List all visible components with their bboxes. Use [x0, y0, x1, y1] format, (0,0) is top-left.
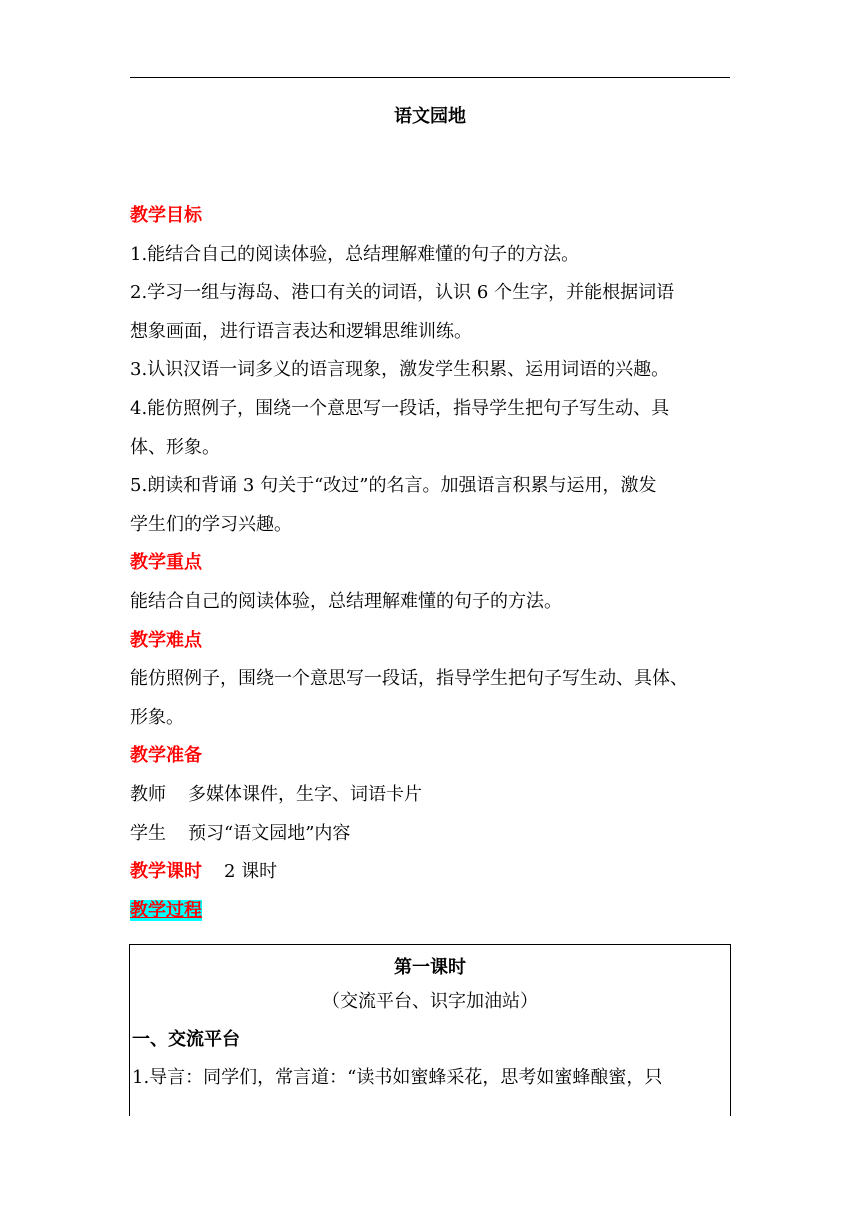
lesson-paragraph: 1.导言：同学们，常言道：“读书如蜜蜂采花，思考如蜜蜂酿蜜，只 [132, 1067, 663, 1088]
goal-line: 想象画面，进行语言表达和逻辑思维训练。 [130, 320, 472, 342]
process-row [130, 892, 730, 931]
lesson-subtitle: （交流平台、识字加油站） [322, 991, 538, 1012]
goal-line: 3.认识汉语一词多义的语言现象，激发学生积累、运用词语的兴趣。 [130, 359, 670, 381]
goal-line: 学生们的学习兴趣。 [130, 513, 292, 535]
document-title: 语文园地 [394, 106, 466, 127]
lesson-table [129, 944, 731, 1116]
student-text: 预习“语文园地”内容 [188, 822, 351, 844]
goal-line: 体、形象。 [130, 436, 220, 458]
hours-text: 2 课时 [224, 861, 278, 883]
lesson-title: 第一课时 [394, 957, 466, 978]
key-point-text: 能结合自己的阅读体验，总结理解难懂的句子的方法。 [130, 590, 562, 612]
difficulty-line: 形象。 [130, 706, 184, 728]
process-heading: 教学过程 [130, 899, 202, 921]
goal-line: 4.能仿照例子，围绕一个意思写一段话，指导学生把句子写生动、具 [130, 397, 670, 419]
lesson-section-heading: 一、交流平台 [132, 1029, 240, 1050]
preparation-student [130, 815, 730, 854]
preparation-teacher [130, 776, 730, 815]
student-label: 学生 [130, 822, 166, 844]
difficulty-heading: 教学难点 [130, 629, 202, 651]
goal-line: 5.朗读和背诵 3 句关于“改过”的名言。加强语言积累与运用，激发 [130, 475, 657, 497]
goal-line: 1.能结合自己的阅读体验，总结理解难懂的句子的方法。 [130, 243, 580, 265]
preparation-heading: 教学准备 [130, 745, 202, 767]
teacher-text: 多媒体课件，生字、词语卡片 [188, 783, 422, 805]
document-body [130, 197, 730, 930]
teacher-label: 教师 [130, 783, 166, 805]
difficulty-line: 能仿照例子，围绕一个意思写一段话，指导学生把句子写生动、具体、 [130, 668, 688, 690]
key-point-heading: 教学重点 [130, 552, 202, 574]
goals-heading: 教学目标 [130, 205, 202, 226]
header-rule [130, 77, 730, 78]
hours-heading: 教学课时 [130, 861, 202, 883]
hours-row [130, 853, 730, 892]
goal-line: 2.学习一组与海岛、港口有关的词语，认识 6 个生字，并能根据词语 [130, 282, 675, 304]
